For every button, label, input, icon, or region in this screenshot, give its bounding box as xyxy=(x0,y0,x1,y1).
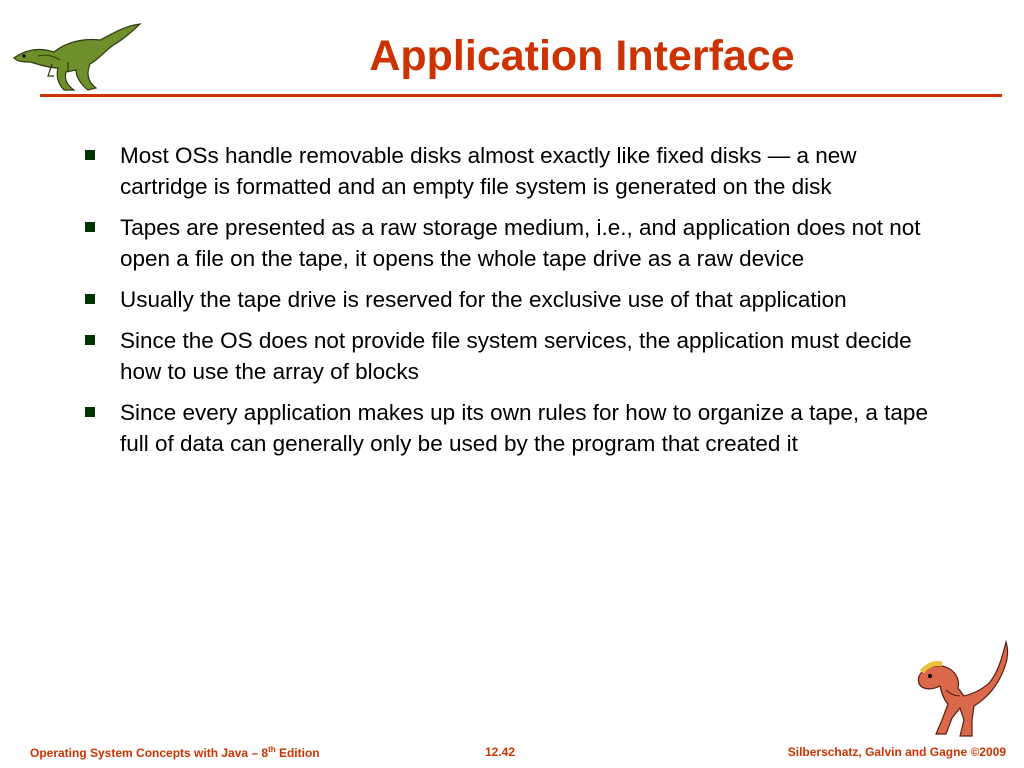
bullet-text: Tapes are presented as a raw storage medium, i.e., and application does not not open a file on the tape, it opens the whole tape drive as a raw device xyxy=(120,215,921,271)
footer-book-title: Operating System Concepts with Java – 8th Edition xyxy=(30,745,320,760)
square-bullet-icon xyxy=(85,294,95,304)
square-bullet-icon xyxy=(85,335,95,345)
green-dinosaur-icon xyxy=(8,18,142,94)
footer-slide-number: 12.42 xyxy=(485,745,516,759)
bullet-item xyxy=(85,284,935,315)
square-bullet-icon xyxy=(85,222,95,232)
bullet-item xyxy=(85,325,935,387)
bullet-text: Since every application makes up its own rules for how to organize a tape, a tape full of data can generally only be used by the program that created it xyxy=(120,400,928,456)
bullet-list xyxy=(85,140,935,469)
bullet-text: Most OSs handle removable disks almost exactly like fixed disks — a new cartridge is formatted and an empty file system is generated on the disk xyxy=(120,143,857,199)
bullet-text: Since the OS does not provide file system services, the application must decide how to use the array of blocks xyxy=(120,328,912,384)
red-dinosaur-icon xyxy=(902,638,1012,742)
square-bullet-icon xyxy=(85,150,95,160)
bullet-item xyxy=(85,397,935,459)
bullet-text: Usually the tape drive is reserved for the exclusive use of that application xyxy=(120,287,847,312)
title-divider xyxy=(40,94,1002,97)
footer-authors: Silberschatz, Galvin and Gagne ©2009 xyxy=(787,745,1006,759)
bullet-item xyxy=(85,212,935,274)
square-bullet-icon xyxy=(85,407,95,417)
slide-title: Application Interface xyxy=(369,32,795,80)
bullet-item xyxy=(85,140,935,202)
